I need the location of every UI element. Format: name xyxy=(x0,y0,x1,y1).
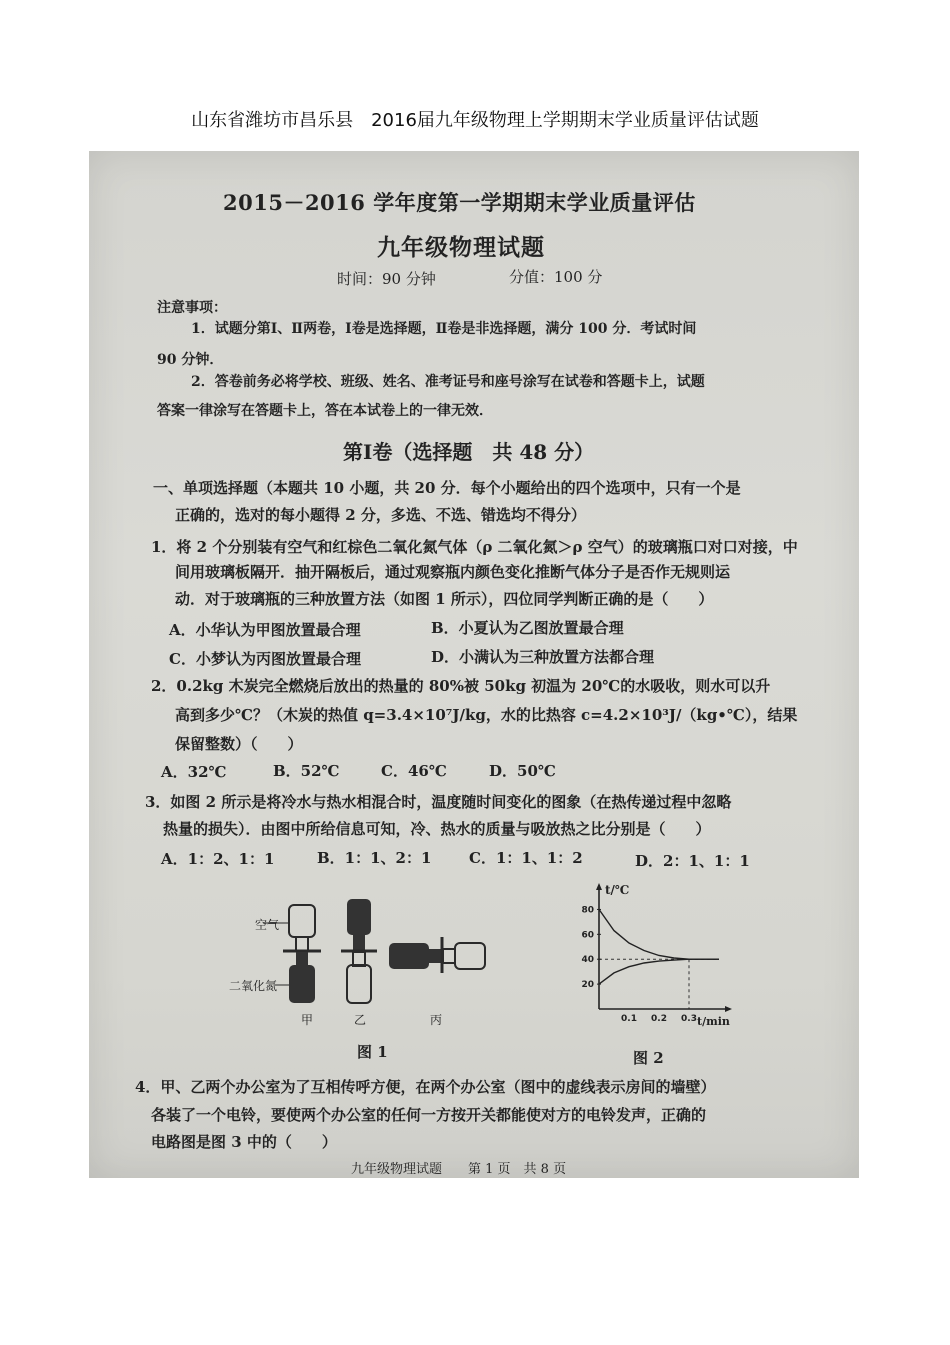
figure-2-ytick-label: 20 xyxy=(581,980,594,991)
figure-2-caption: 图 2 xyxy=(633,1049,664,1067)
figure-1-label-no2: 二氧化氮 xyxy=(229,979,278,993)
q2-option-a: A．32℃ xyxy=(161,763,227,781)
document-title: 山东省潍坊市昌乐县 2016届九年级物理上学期期末学业质量评估试题 xyxy=(191,110,759,131)
figure-2-y-arrow xyxy=(596,883,602,890)
q1-option-b: B．小夏认为乙图放置最合理 xyxy=(431,619,624,637)
q2-line3: 保留整数）（ ） xyxy=(175,735,303,753)
notice-2b: 答案一律涂写在答题卡上，答在本试卷上的一律无效． xyxy=(157,403,493,419)
q2-line2: 高到多少℃？（木炭的热值 q=3.4×10⁷J/kg，水的比热容 c=4.2×10³J/（kg•℃），结果 xyxy=(175,706,798,724)
notice-2a: 2．答卷前务必将学校、班级、姓名、准考证号和座号涂写在试卷和答题卡上，试题 xyxy=(191,374,705,390)
exam-score: 分值：100 分 xyxy=(509,268,603,286)
exam-header: 2015－2016 学年度第一学期期末学业质量评估 xyxy=(223,190,696,215)
figure-1-label-yi: 乙 xyxy=(354,1013,367,1027)
figure-2-xtick-label: 0.3 xyxy=(681,1014,697,1024)
exam-time: 时间：90 分钟 xyxy=(337,270,436,288)
section-heading-cont: 正确的，选对的每小题得 2 分，多选、不选、错选均不得分） xyxy=(175,506,586,524)
notice-1b: 90 分钟． xyxy=(157,352,224,368)
q4-line2: 各装了一个电铃，要使两个办公室的任何一方按开关都能使对方的电铃发声，正确的 xyxy=(151,1106,707,1124)
figure-2-series-hot xyxy=(599,909,719,959)
q3-line2: 热量的损失）．由图中所给信息可知，冷、热水的质量与吸放热之比分别是（ ） xyxy=(163,820,711,838)
figure-1-bottle-yi xyxy=(341,899,377,1003)
figure-1-label-jia: 甲 xyxy=(301,1013,314,1027)
q1-line2: 间用玻璃板隔开．抽开隔板后，通过观察瓶内颜色变化推断气体分子是否作无规则运 xyxy=(175,563,731,581)
figure-1-bottle-bing xyxy=(389,937,485,973)
figure-2-ytick-label: 80 xyxy=(581,905,594,916)
q4-line3: 电路图是图 3 中的（ ） xyxy=(151,1133,337,1151)
notice-title: 注意事项： xyxy=(157,300,227,316)
figure-1-label-air: 空气 xyxy=(255,918,280,932)
exam-photo xyxy=(89,151,859,1178)
q3-option-a: A．1：2、1：1 xyxy=(161,850,275,868)
figure-1-bottle-jia xyxy=(283,905,321,1003)
q2-option-d: D．50℃ xyxy=(489,762,556,780)
q1-option-d: D．小满认为三种放置方法都合理 xyxy=(431,648,655,666)
q3-line1: 3．如图 2 所示是将冷水与热水相混合时，温度随时间变化的图象（在热传递过程中忽略 xyxy=(145,793,732,811)
q2-option-b: B．52℃ xyxy=(273,762,340,780)
exam-subject: 九年级物理试题 xyxy=(377,234,545,261)
q4-line1: 4．甲、乙两个办公室为了互相传呼方便，在两个办公室（图中的虚线表示房间的墙壁） xyxy=(135,1078,716,1096)
q2-option-c: C．46℃ xyxy=(381,762,447,780)
section-heading: 一、单项选择题（本题共 10 小题，共 20 分．每个小题给出的四个选项中，只有一个是 xyxy=(153,479,741,497)
q2-line1: 2．0.2kg 木炭完全燃烧后放出的热量的 80%被 50kg 初温为 20℃的水吸收，则水可以升 xyxy=(151,677,771,695)
figure-2-x-arrow xyxy=(725,1006,732,1012)
q3-option-c: C．1：1、1：2 xyxy=(469,849,583,867)
figure-1-label-bing: 丙 xyxy=(430,1013,443,1027)
q1-option-c: C．小梦认为丙图放置最合理 xyxy=(169,650,361,668)
figure-2-xlabel: t/min xyxy=(697,1015,730,1028)
figure-2-ytick-label: 60 xyxy=(581,930,594,941)
q3-option-d: D．2：1、1：1 xyxy=(635,852,750,870)
figure-1-caption: 图 1 xyxy=(357,1043,388,1061)
figure-2-xtick-label: 0.2 xyxy=(651,1014,667,1024)
part-title: 第Ⅰ卷（选择题 共 48 分） xyxy=(343,440,595,464)
q1-option-a: A．小华认为甲图放置最合理 xyxy=(169,621,361,639)
figure-2-series-cold xyxy=(599,959,719,984)
q1-line1: 1．将 2 个分别装有空气和红棕色二氧化氮气体（ρ 二氧化氮＞ρ 空气）的玻璃瓶口对口对接，中 xyxy=(151,538,798,556)
q3-option-b: B．1：1、2：1 xyxy=(317,849,432,867)
page-footer: 九年级物理试题 第 1 页 共 8 页 xyxy=(351,1162,567,1177)
q1-line3: 动．对于玻璃瓶的三种放置方法（如图 1 所示），四位同学判断正确的是（ ） xyxy=(175,590,714,608)
figure-2-chart xyxy=(559,881,739,1031)
figure-2-ytick-label: 40 xyxy=(581,955,594,966)
figure-2-xtick-label: 0.1 xyxy=(621,1014,637,1024)
figure-2-ylabel: t/℃ xyxy=(605,883,630,897)
notice-1a: 1．试题分第Ⅰ、Ⅱ两卷，Ⅰ卷是选择题，Ⅱ卷是非选择题，满分 100 分．考试时间 xyxy=(191,321,697,337)
